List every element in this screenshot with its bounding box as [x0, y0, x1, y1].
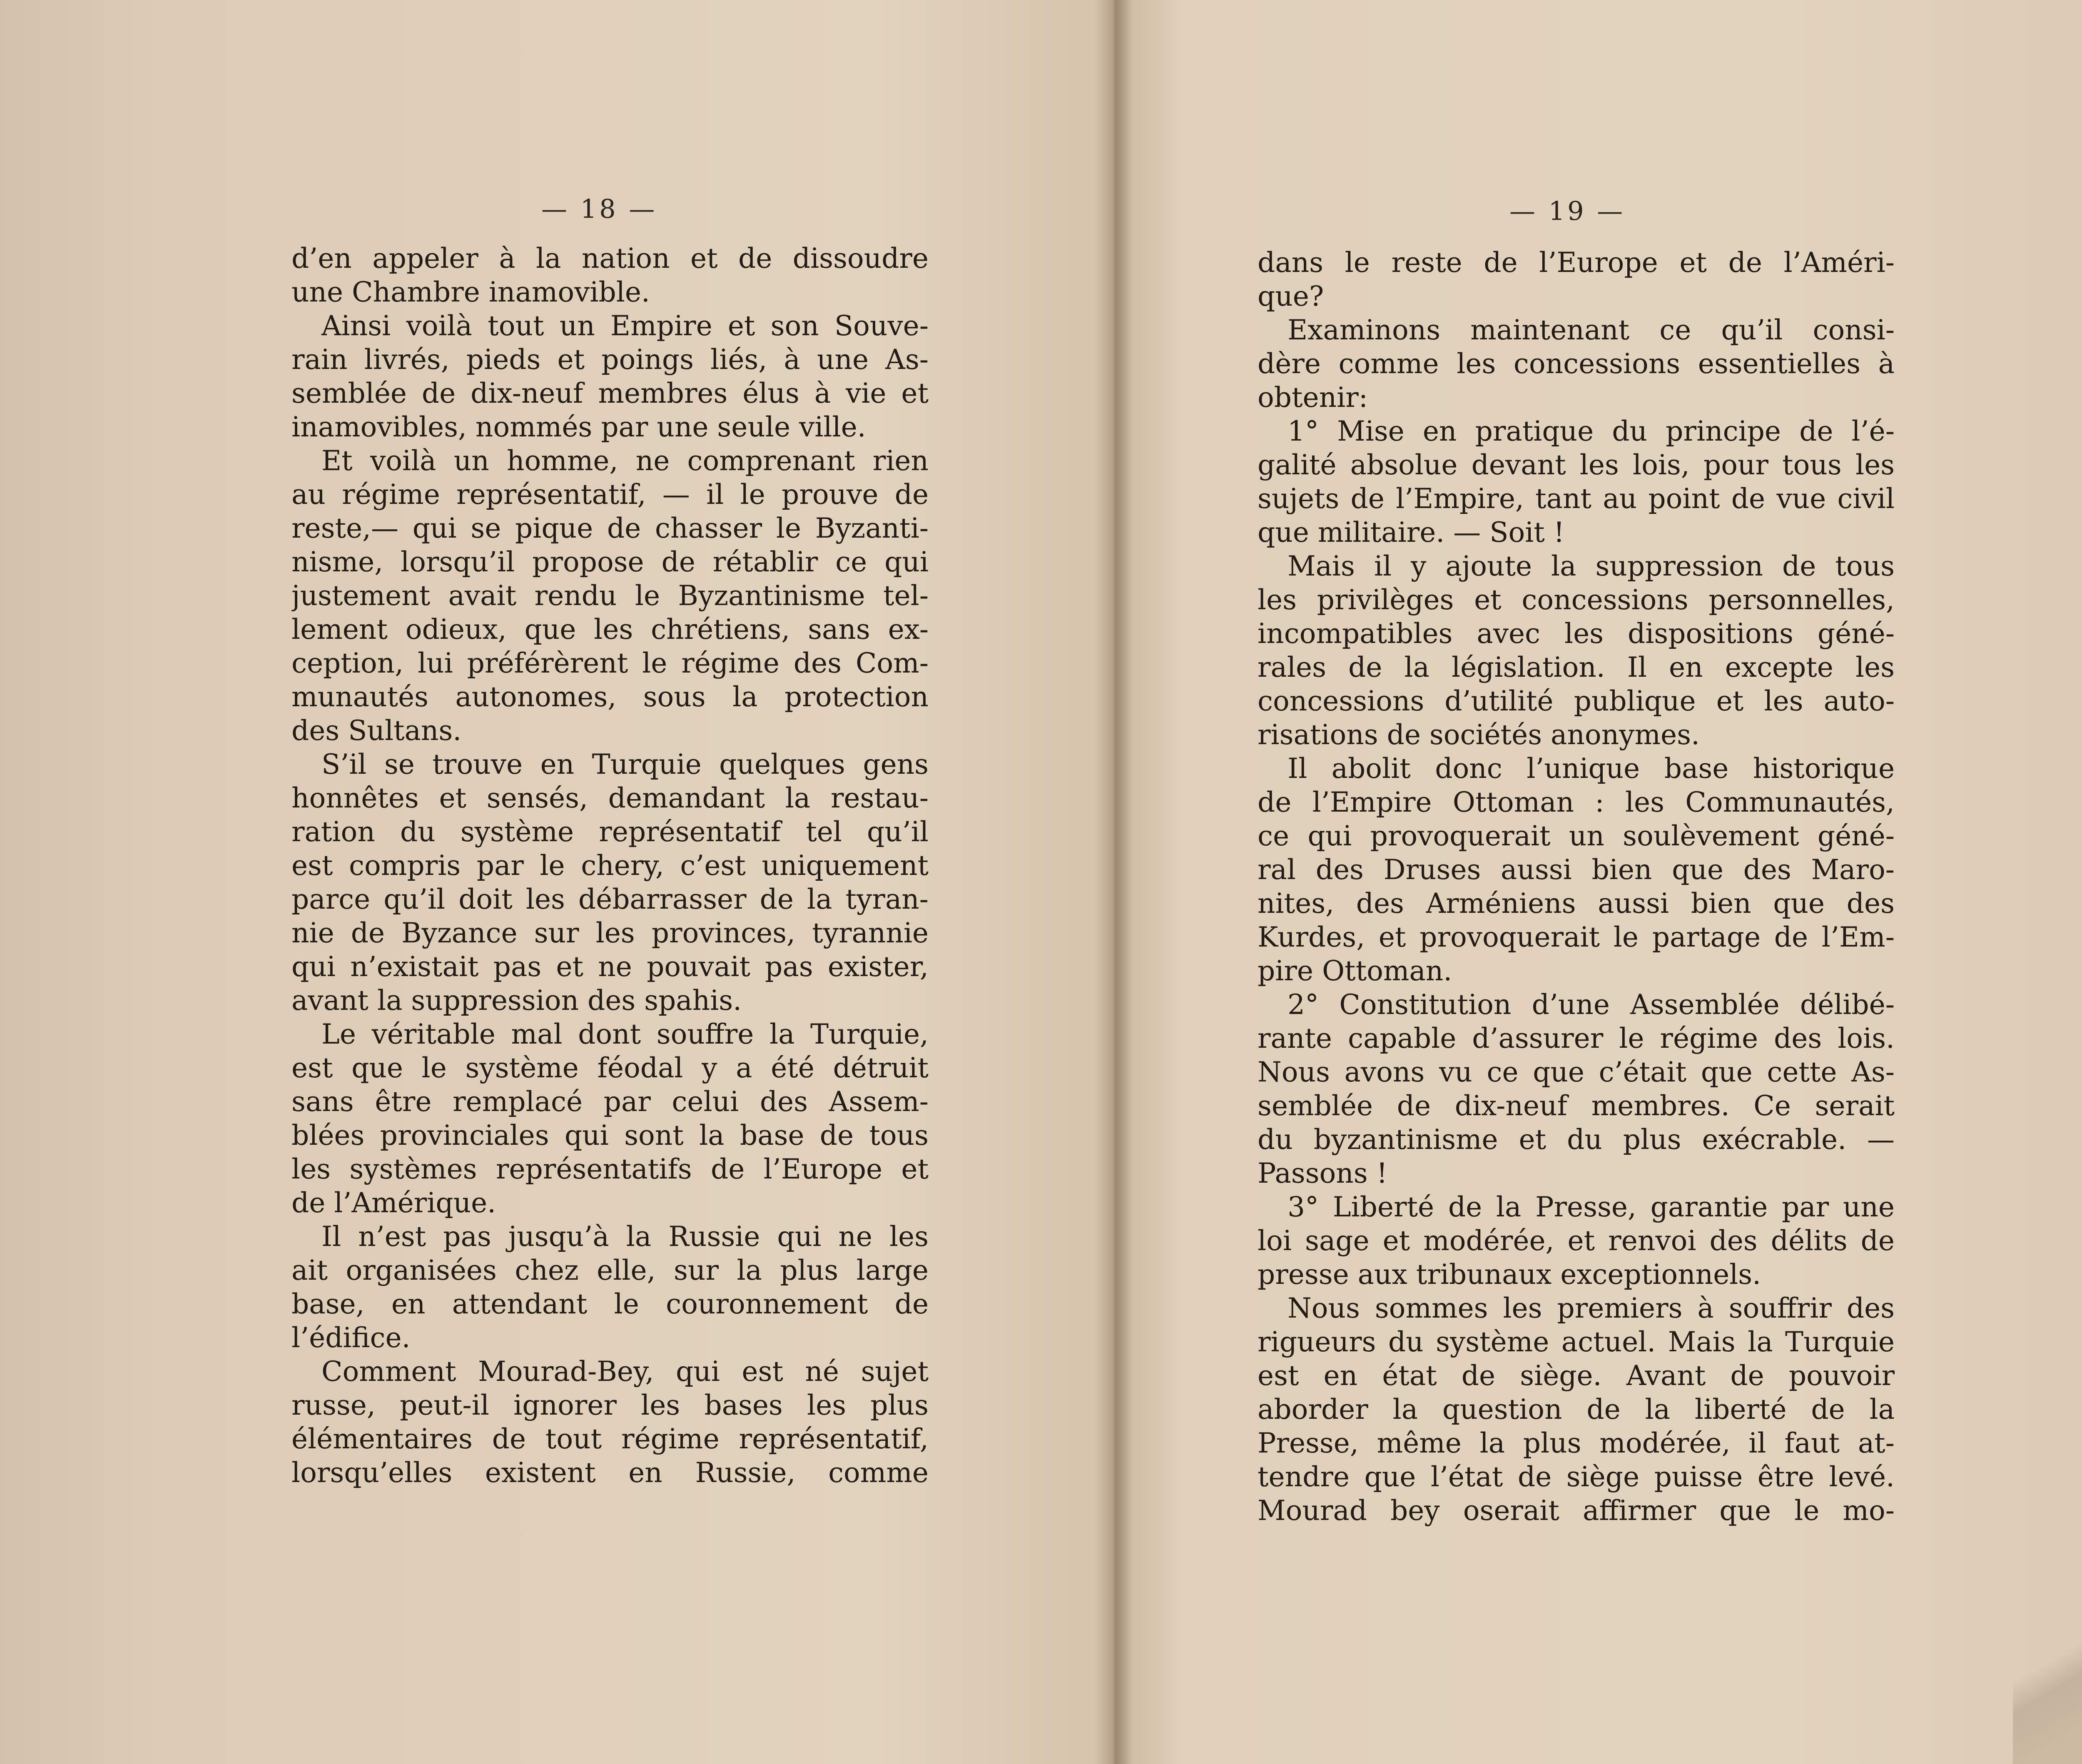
text-line: Nous avons vu ce que c’était que cette As-: [1258, 1056, 1895, 1088]
text-line: pire Ottoman.: [1258, 955, 1452, 987]
text-line: élémentaires de tout régime représentatif,: [291, 1423, 929, 1455]
text-line: inamovibles, nommés par une seule ville.: [291, 411, 866, 443]
text-line: Mourad bey oserait affirmer que le mo-: [1258, 1495, 1895, 1527]
text-line: que militaire. — Soit !: [1258, 516, 1565, 548]
text-line: 3° Liberté de la Presse, garantie par une: [1288, 1191, 1895, 1223]
text-line: les systèmes représentatifs de l’Europe et: [291, 1153, 929, 1185]
text-line: munautés autonomes, sous la protection: [291, 681, 929, 713]
text-line: une Chambre inamovible.: [291, 276, 650, 308]
text-line: base, en attendant le couronnement de: [291, 1288, 929, 1320]
text-line: Examinons maintenant ce qu’il consi-: [1288, 314, 1895, 346]
text-line: rante capable d’assurer le régime des lois.: [1258, 1022, 1895, 1054]
text-line: nie de Byzance sur les provinces, tyrannie: [291, 917, 929, 949]
text-line: nites, des Arméniens aussi bien que des: [1258, 887, 1895, 919]
text-line: de l’Empire Ottoman : les Communautés,: [1258, 786, 1895, 818]
text-line: Presse, même la plus modérée, il faut at-: [1258, 1427, 1895, 1459]
page-number-right: — 19 —: [1509, 196, 1626, 226]
text-line: sans être remplacé par celui des Assem-: [291, 1086, 929, 1118]
text-line: du byzantinisme et du plus exécrable. —: [1258, 1124, 1895, 1156]
text-line: sujets de l’Empire, tant au point de vue civil: [1258, 483, 1895, 515]
text-line: Comment Mourad-Bey, qui est né sujet: [321, 1355, 929, 1388]
text-line: blées provinciales qui sont la base de tous: [291, 1119, 929, 1151]
page-number-left: — 18 —: [541, 194, 657, 224]
text-line: au régime représentatif, — il le prouve de: [291, 478, 929, 511]
text-line: Et voilà un homme, ne comprenant rien: [321, 445, 929, 477]
text-line: nisme, lorsqu’il propose de rétablir ce qui: [291, 546, 929, 578]
text-line: loi sage et modérée, et renvoi des délits de: [1258, 1225, 1895, 1257]
text-line: qui n’existait pas et ne pouvait pas exister,: [291, 951, 929, 983]
text-line: avant la suppression des spahis.: [291, 984, 742, 1017]
text-line: Il abolit donc l’unique base historique: [1288, 752, 1895, 785]
book-gutter: [1095, 0, 1133, 1764]
text-line: 1° Mise en pratique du principe de l’é-: [1288, 415, 1895, 447]
text-line: 2° Constitution d’une Assemblée délibé-: [1288, 989, 1895, 1021]
text-line: risations de sociétés anonymes.: [1258, 719, 1700, 751]
text-line: honnêtes et sensés, demandant la restau-: [291, 782, 929, 814]
right-page: [1133, 0, 2082, 1764]
text-line: ait organisées chez elle, sur la plus large: [291, 1254, 929, 1286]
text-line: d’en appeler à la nation et de dissoudre: [291, 242, 929, 274]
text-line: reste,— qui se pique de chasser le Byzanti-: [291, 512, 929, 544]
text-line: lement odieux, que les chrétiens, sans ex-: [291, 613, 929, 645]
text-line: rain livrés, pieds et poings liés, à une As-: [291, 344, 929, 376]
text-line: Il n’est pas jusqu’à la Russie qui ne les: [321, 1221, 929, 1253]
text-line: de l’Amérique.: [291, 1187, 496, 1219]
text-line: tendre que l’état de siège puisse être levé.: [1258, 1461, 1895, 1493]
text-line: l’édifice.: [291, 1322, 411, 1354]
text-line: rales de la législation. Il en excepte les: [1258, 651, 1895, 683]
text-line: presse aux tribunaux exceptionnels.: [1258, 1258, 1761, 1291]
text-line: parce qu’il doit les débarrasser de la tyran-: [291, 883, 929, 915]
text-line: russe, peut-il ignorer les bases les plus: [291, 1389, 929, 1421]
text-line: Kurdes, et provoquerait le partage de l’Em-: [1258, 921, 1895, 953]
text-line: Mais il y ajoute la suppression de tous: [1288, 550, 1895, 582]
text-line: Le véritable mal dont souffre la Turquie,: [321, 1018, 929, 1050]
text-line: est que le système féodal y a été détruit: [291, 1052, 929, 1084]
text-line: ral des Druses aussi bien que des Maro-: [1258, 854, 1895, 886]
text-line: Ainsi voilà tout un Empire et son Souve-: [321, 310, 929, 342]
text-line: ception, lui préférèrent le régime des Com-: [291, 647, 929, 679]
text-line: semblée de dix-neuf membres. Ce serait: [1258, 1090, 1895, 1122]
left-page-text: [291, 242, 929, 1490]
right-page-text: [1258, 246, 1895, 1527]
text-line: dans le reste de l’Europe et de l’Améri-: [1258, 247, 1895, 279]
text-line: ce qui provoquerait un soulèvement géné-: [1258, 820, 1895, 852]
text-line: concessions d’utilité publique et les auto-: [1258, 685, 1895, 717]
text-line: incompatibles avec les dispositions géné-: [1258, 618, 1895, 650]
text-line: galité absolue devant les lois, pour tous les: [1258, 449, 1895, 481]
text-line: justement avait rendu le Byzantinisme tel-: [291, 580, 929, 612]
text-line: dère comme les concessions essentielles à: [1258, 348, 1895, 380]
text-line: rigueurs du système actuel. Mais la Turquie: [1258, 1326, 1895, 1358]
text-line: est compris par le chery, c’est uniquement: [291, 850, 929, 882]
text-line: semblée de dix-neuf membres élus à vie et: [291, 377, 929, 409]
text-line: obtenir:: [1258, 381, 1368, 414]
text-line: lorsqu’elles existent en Russie, comme: [291, 1457, 929, 1489]
text-line: aborder la question de la liberté de la: [1258, 1393, 1895, 1425]
text-line: S’il se trouve en Turquie quelques gens: [321, 748, 929, 780]
text-line: des Sultans.: [291, 715, 462, 747]
text-line: ration du système représentatif tel qu’il: [291, 816, 929, 848]
text-line: les privilèges et concessions personnelles,: [1258, 584, 1895, 616]
text-line: Passons !: [1258, 1157, 1388, 1189]
text-line: est en état de siège. Avant de pouvoir: [1258, 1360, 1895, 1392]
text-line: Nous sommes les premiers à souffrir des: [1288, 1292, 1895, 1324]
text-line: que?: [1258, 280, 1324, 312]
